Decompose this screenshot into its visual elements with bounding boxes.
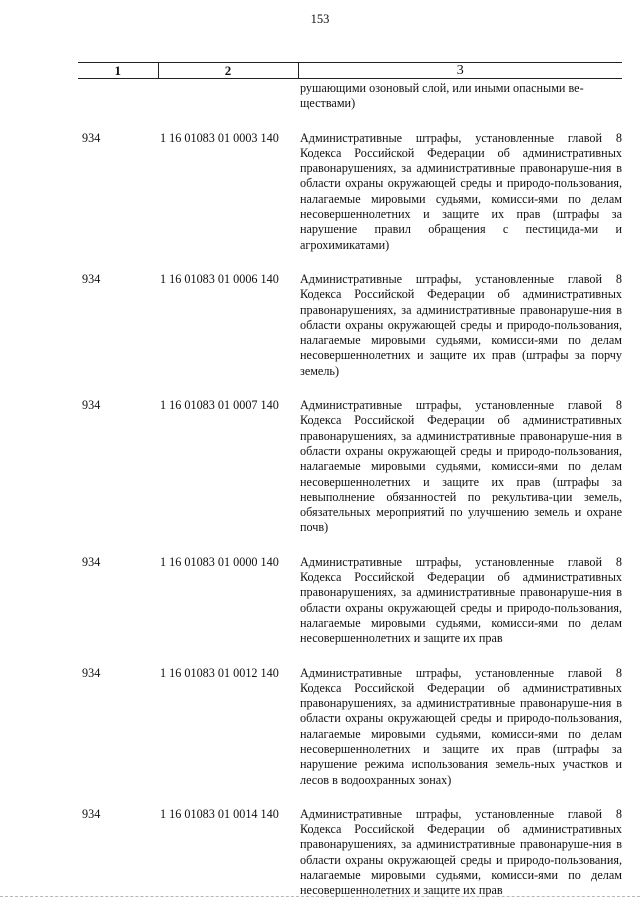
table-row: [78, 272, 622, 379]
table-row: [78, 555, 622, 647]
budget-code-cell: 1 16 01083 01 0003 140: [160, 130, 279, 145]
table-row: [78, 131, 622, 253]
description-cell: Административные штрафы, установленные главой 8 Кодекса Российской Федерации об административных правонарушениях, за административные правонаруше-ния в области охраны окружающей среды и природо-пользования, налагаемые мировыми судьями, комисси-ями по делам несовершеннолетних и защите их прав: [300, 806, 622, 898]
budget-code-cell: 1 16 01083 01 0012 140: [160, 665, 279, 680]
admin-code-cell: 934: [82, 130, 101, 145]
budget-code-cell: 1 16 01083 01 0000 140: [160, 554, 279, 569]
continuation-text: рушающими озоновый слой, или иными опасными ве- ществами): [300, 81, 584, 111]
admin-code-cell: 934: [82, 806, 101, 821]
budget-code-cell: 1 16 01083 01 0014 140: [160, 806, 279, 821]
column-header-2: 2: [158, 63, 298, 79]
column-header-3: 3: [298, 63, 622, 79]
admin-code-cell: 934: [82, 271, 101, 286]
scan-edge: [0, 896, 640, 900]
admin-code-cell: 934: [82, 554, 101, 569]
table-row: [78, 807, 622, 899]
row-spacer: [78, 647, 622, 666]
description-cell: Административные штрафы, установленные главой 8 Кодекса Российской Федерации об административных правонарушениях, за административные правонаруше-ния в области охраны окружающей среды и природо-пользования, налагаемые мировыми судьями, комисси-ями по делам несовершеннолетних и защите их прав (штрафы за нарушение режима использования земель-ных участков и лесов в водоохранных зонах): [300, 665, 622, 787]
description-cell: Административные штрафы, установленные главой 8 Кодекса Российской Федерации об административных правонарушениях, за административные правонаруше-ния в области охраны окружающей среды и природо-пользования, налагаемые мировыми судьями, комисси-ями по делам несовершеннолетних и защите их прав (штрафы за нарушение правил обращения с пестицида-ми и агрохимикатами): [300, 130, 622, 252]
continuation-row: [78, 79, 622, 112]
page-number: 153: [310, 12, 330, 26]
budget-codes-table: [78, 62, 622, 899]
row-spacer: [78, 379, 622, 398]
row-spacer: [78, 112, 622, 131]
admin-code-cell: 934: [82, 665, 101, 680]
table-row: [78, 666, 622, 788]
admin-code-cell: 934: [82, 398, 101, 413]
table-body: [78, 79, 622, 899]
row-spacer: [78, 788, 622, 807]
budget-code-cell: 1 16 01083 01 0006 140: [160, 271, 279, 286]
table-header-row: [78, 63, 622, 79]
description-cell: Административные штрафы, установленные главой 8 Кодекса Российской Федерации об административных правонарушениях, за административные правонаруше-ния в области охраны окружающей среды и природо-пользования, налагаемые мировыми судьями, комисси-ями по делам несовершеннолетних и защите их прав (штрафы за порчу земель): [300, 271, 622, 378]
row-spacer: [78, 536, 622, 555]
table-row: [78, 398, 622, 536]
description-cell: Административные штрафы, установленные главой 8 Кодекса Российской Федерации об административных правонарушениях, за административные правонаруше-ния в области охраны окружающей среды и природо-пользования, налагаемые мировыми судьями, комисси-ями по делам несовершеннолетних и защите их прав: [300, 554, 622, 646]
budget-code-cell: 1 16 01083 01 0007 140: [160, 398, 279, 413]
row-spacer: [78, 253, 622, 272]
column-header-1: 1: [78, 63, 158, 79]
description-cell: Административные штрафы, установленные главой 8 Кодекса Российской Федерации об административных правонарушениях, за административные правонаруше-ния в области охраны окружающей среды и природо-пользования, налагаемые мировыми судьями, комисси-ями по делам несовершеннолетних и защите их прав (штрафы за невыполнение обязанностей по рекультива-ции земель, обязательных мероприятий по улучшению земель и охране почв): [300, 398, 622, 535]
